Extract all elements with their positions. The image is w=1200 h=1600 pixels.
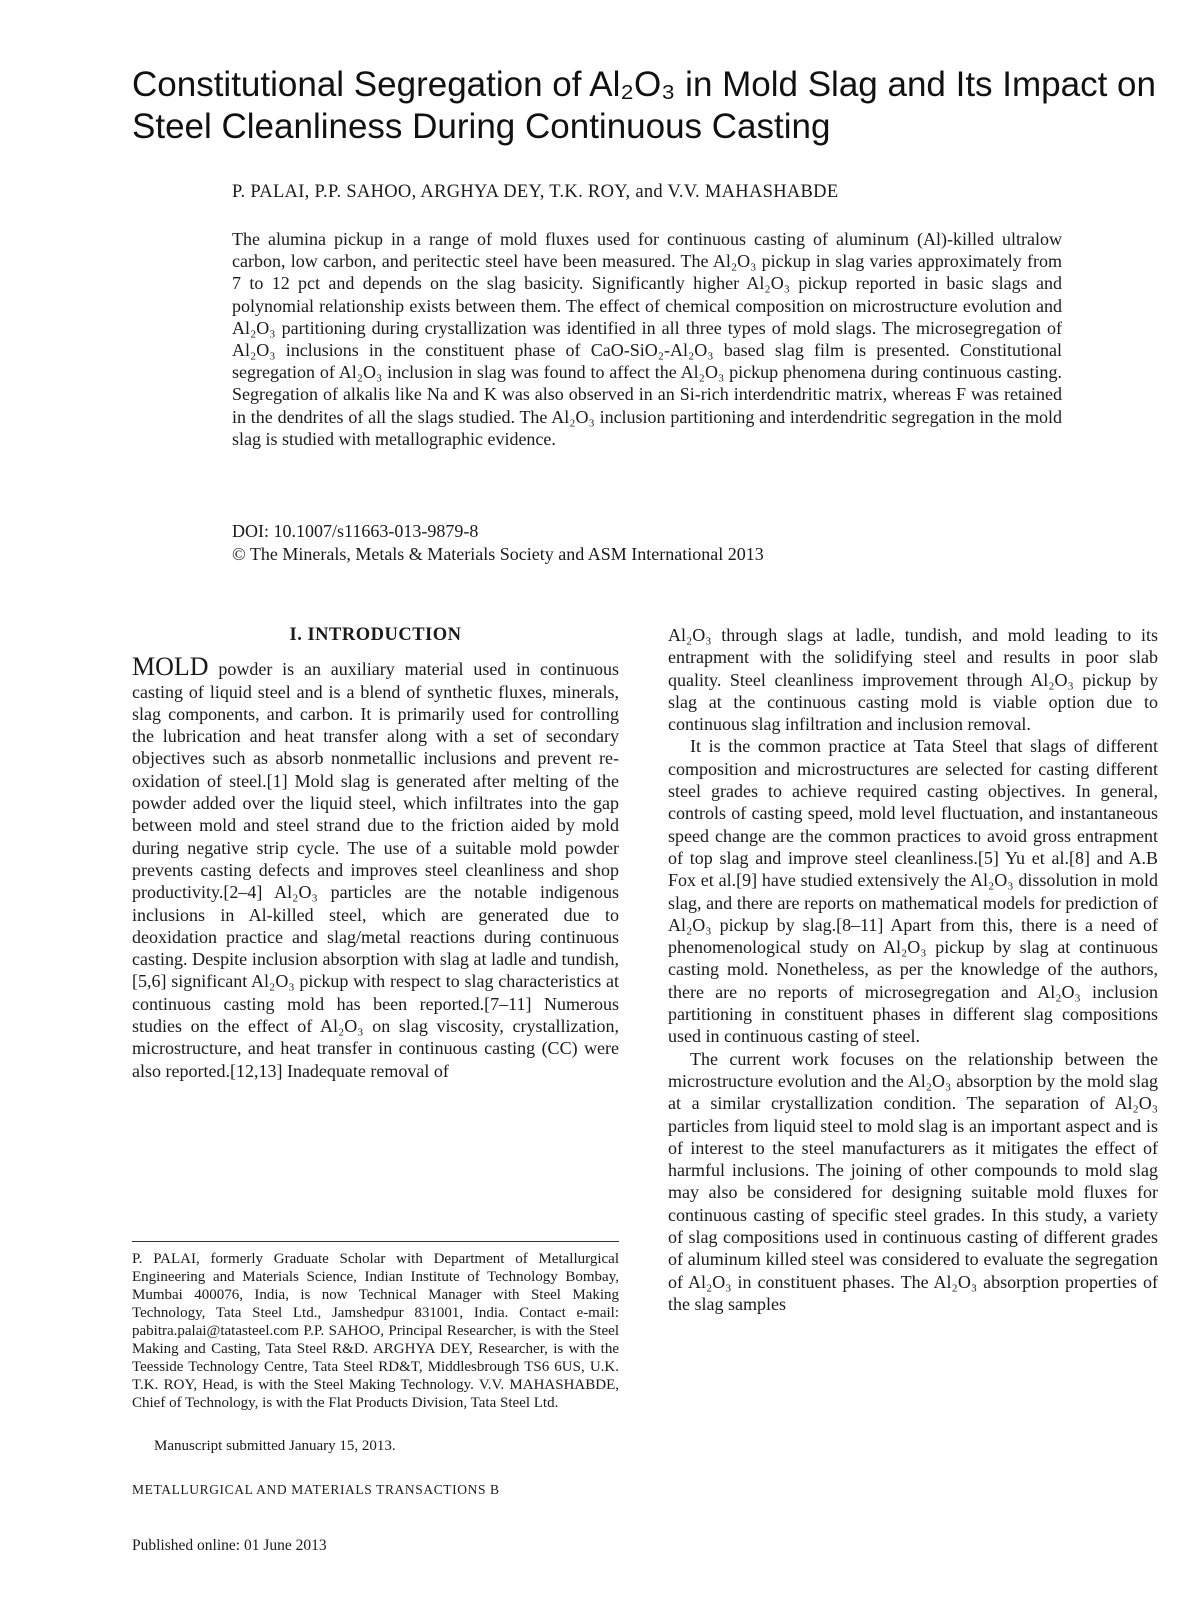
section-heading-introduction: I. INTRODUCTION — [289, 625, 462, 645]
right-paragraph-2: It is the common practice at Tata Steel that slags of different composition and microstructures are selected for casting different steel grades to achieve required casting objectives. In general, controls of casting speed, mold level fluctuation, and instantaneous speed change are the common practices to avoid gross entrapment of top slag and improve steel cleanliness.[5] Yu et al.[8] and A.B Fox et al.[9] have studied extensively the Al₂O₃ dissolution in mold slag, and there are reports on mathematical models for prediction of Al₂O₃ pickup by slag.[8–11] Apart from this, there is a need of phenomenological study on Al₂O₃ pickup by slag at continuous casting mold. Nonetheless, as per the knowledge of the authors, there are no reports of microsegregation and Al₂O₃ inclusion partitioning in constituent phases in different slag compositions used in continuous casting of steel. — [668, 736, 1158, 1047]
right-paragraph-1: Al₂O₃ through slags at ladle, tundish, and mold leading to its entrapment with the solidifying steel and results in poor slab quality. Steel cleanliness improvement through Al₂O₃ pickup by slag at the continuous casting mold is viable option due to continuous slag infiltration and inclusion removal. — [668, 625, 1158, 735]
intro-paragraph-1 — [132, 652, 619, 1082]
abstract: The alumina pickup in a range of mold fluxes used for continuous casting of aluminum (Al)-killed ultralow carbon, low carbon, and peritectic steel have been measured. The Al₂O₃ pickup in slag varies approximately from 7 to 12 pct and depends on the slag basicity. Significantly higher Al₂O₃ pickup reported in basic slags and polynomial relationship exists between them. The effect of chemical composition on microstructure evolution and Al₂O₃ partitioning during crystallization was identified in all three types of mold slags. The microsegregation of Al₂O₃ inclusions in the constituent phase of CaO-SiO₂-Al₂O₃ based slag film is presented. Constitutional segregation of Al₂O₃ inclusion in slag was found to affect the Al₂O₃ pickup phenomena during continuous casting. Segregation of alkalis like Na and K was also observed in an Si-rich interdendritic matrix, whereas F was retained in the dendrites of all the slags studied. The Al₂O₃ inclusion partitioning and interdendritic segregation in the mold slag is studied with metallographic evidence. — [232, 229, 1062, 449]
intro-paragraph-1-text: powder is an auxiliary material used in continuous casting of liquid steel and is a blend of synthetic fluxes, minerals, slag components, and carbon. It is primarily used for controlling the lubrication and heat transfer along with a set of secondary objectives such as absorb nonmetallic inclusions and prevent re-oxidation of steel.[1] Mold slag is generated after melting of the powder added over the liquid steel, which infiltrates into the gap between mold and steel strand due to the friction aided by mold during negative strip cycle. The use of a suitable mold powder prevents casting defects and improves steel cleanliness and shop productivity.[2–4] Al₂O₃ particles are the notable indigenous inclusions in Al-killed steel, which are generated due to deoxidation practice and slag/metal reactions during continuous casting. Despite inclusion absorption with slag at ladle and tundish,[5,6] significant Al₂O₃ pickup with respect to slag characteristics at continuous casting mold has been reported.[7–11] Numerous studies on the effect of Al₂O₃ on slag viscosity, crystallization, microstructure, and heat transfer in continuous casting (CC) were also reported.[12,13] Inadequate removal of — [132, 659, 619, 1081]
published-online-date: Published online: 01 June 2013 — [132, 1537, 327, 1554]
paper-title: Constitutional Segregation of Al₂O₃ in Mold Slag and Its Impact on Steel Cleanliness During Continuous Casting — [132, 65, 1156, 146]
author-affiliations-footnote: P. PALAI, formerly Graduate Scholar with Department of Metallurgical Engineering and Materials Science, Indian Institute of Technology Bombay, Mumbai 400076, India, is now Technical Manager with Steel Making Technology, Tata Steel Ltd., Jamshedpur 831001, India. Contact e-mail: pabitra.palai@tatasteel.com P.P. SAHOO, Principal Researcher, is with the Steel Making and Casting, Tata Steel R&D. ARGHYA DEY, Researcher, is with the Teesside Technology Centre, Tata Steel RD&T, Middlesbrough TS6 6US, U.K. T.K. ROY, Head, is with the Steel Making Technology. V.V. MAHASHABDE, Chief of Technology, is with the Flat Products Division, Tata Steel Ltd. — [132, 1251, 619, 1411]
right-paragraph-3: The current work focuses on the relationship between the microstructure evolution and the Al₂O₃ absorption by the mold slag at a similar crystallization condition. The separation of Al₂O₃ particles from liquid steel to mold slag is an important aspect and is of interest to the steel manufacturers as it mitigates the effect of harmful inclusions. The joining of other compounds to mold slag may also be considered for designing suitable mold fluxes for continuous casting of specific steel grades. In this study, a variety of slag compositions used in continuous casting of different grades of aluminum killed steel was considered to evaluate the segregation of Al₂O₃ in constituent phases. The Al₂O₃ absorption properties of the slag samples — [668, 1048, 1158, 1314]
journal-name: METALLURGICAL AND MATERIALS TRANSACTIONS B — [132, 1482, 500, 1497]
left-column — [132, 624, 619, 1082]
intro-dropcap: MOLD — [132, 652, 209, 682]
right-column — [668, 624, 1158, 1315]
footnote-divider — [132, 1241, 619, 1242]
doi-line[interactable]: DOI: 10.1007/s11663-013-9879-8 — [232, 521, 479, 541]
copyright-line: © The Minerals, Metals & Materials Society and ASM International 2013 — [232, 544, 764, 564]
manuscript-submitted-note: Manuscript submitted January 15, 2013. — [154, 1438, 396, 1454]
author-list: P. PALAI, P.P. SAHOO, ARGHYA DEY, T.K. ROY, and V.V. MAHASHABDE — [232, 182, 839, 202]
